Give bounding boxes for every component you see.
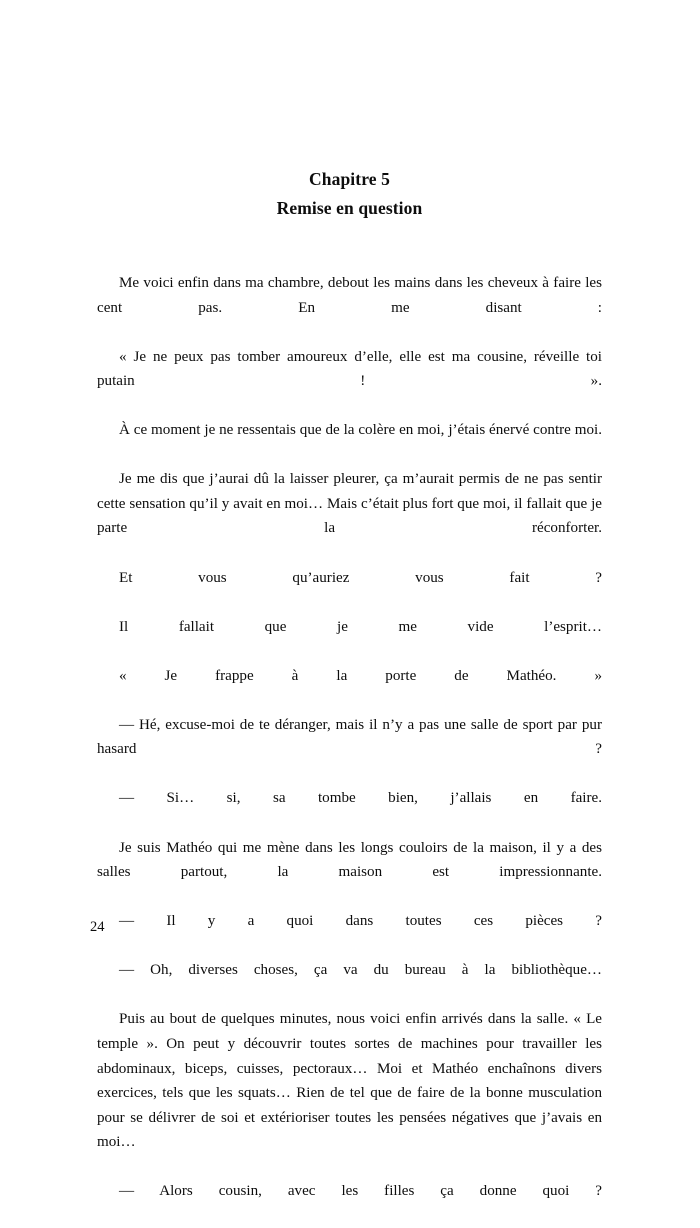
body-text	[97, 271, 602, 1228]
body-paragraph: À ce moment je ne ressentais que de la colère en moi, j’étais énervé contre moi.	[119, 422, 602, 439]
body-paragraph: « Je ne peux pas tomber amoureux d’elle, elle est ma cousine, réveille toi putain ! ».	[97, 348, 602, 390]
chapter-heading	[97, 165, 602, 223]
body-paragraph: — Il y a quoi dans toutes ces pièces ?	[119, 913, 602, 930]
body-paragraph: Et vous qu’auriez vous fait ?	[119, 569, 602, 586]
body-paragraph: « Je frappe à la porte de Mathéo. »	[119, 667, 602, 684]
chapter-title-line: Remise en question	[276, 198, 423, 218]
body-paragraph: Me voici enfin dans ma chambre, debout les mains dans les cheveux à faire les cent pas. En me disant :	[97, 275, 602, 316]
body-paragraph: Je me dis que j’aurai dû la laisser pleurer, ça m’aurait permis de ne pas sentir cette sensation qu’il y avait en moi… Mais c’était plus fort que moi, il fallait que je parte la réconforter.	[97, 471, 602, 537]
page-number: 24	[90, 919, 105, 935]
body-paragraph: Puis au bout de quelques minutes, nous voici enfin arrivés dans la salle. « Le temple ». On peut y découvrir toutes sortes de machines pour travailler les abdominaux, biceps, cuisses, pectoraux… Moi et Mathéo enchaînons divers exercices, tels que les squats… Rien de tel que de faire de la bonne musculation pour se délivrer de soi et extérioriser toutes les pensées négatives que j’avais en moi…	[97, 1011, 602, 1151]
body-paragraph: — Alors cousin, avec les filles ça donne quoi ?	[119, 1183, 602, 1200]
chapter-number-line: Chapitre 5	[309, 169, 390, 189]
body-paragraph: — Si… si, sa tombe bien, j’allais en faire.	[119, 790, 602, 807]
body-paragraph: — Hé, excuse-moi de te déranger, mais il n’y a pas une salle de sport par pur hasard ?	[97, 716, 602, 758]
body-paragraph: Il fallait que je me vide l’esprit…	[119, 618, 602, 635]
body-paragraph: Je suis Mathéo qui me mène dans les longs couloirs de la maison, il y a des salles partout, la maison est impressionnante.	[97, 839, 602, 881]
body-paragraph: — Oh, diverses choses, ça va du bureau à la bibliothèque…	[119, 962, 602, 979]
